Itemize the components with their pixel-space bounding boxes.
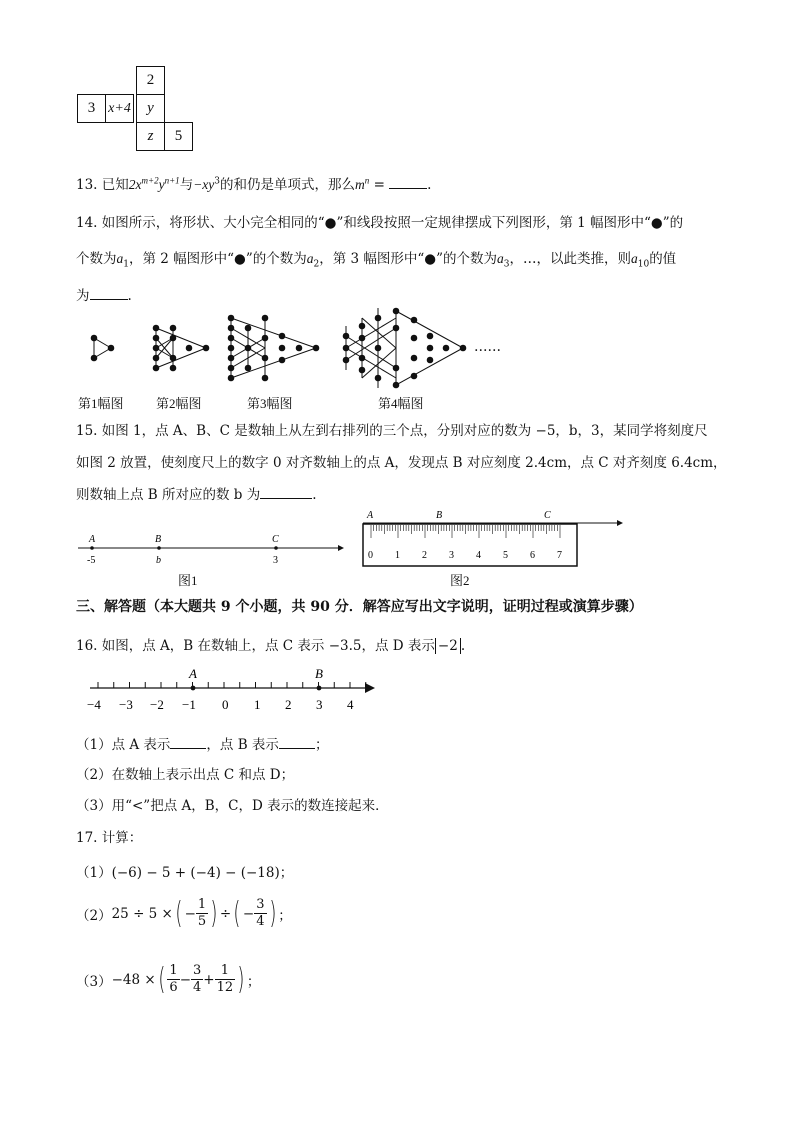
q15-figure-1 — [76, 530, 346, 570]
q16-sub1 — [76, 733, 328, 753]
ruler-num-2: 2 — [422, 550, 427, 561]
q16-sub1-text-a: （1）点 A 表示 — [76, 737, 171, 753]
fig2-label-b: B — [436, 510, 443, 521]
q13-exp2: n+1 — [164, 175, 180, 186]
q16-abs-value: −2 — [435, 638, 461, 654]
net-cell-left: 3 — [77, 94, 106, 123]
q17-sub3-f3-num: 1 — [215, 963, 236, 980]
ruler-num-7: 7 — [557, 550, 562, 561]
q14-figure-2 — [153, 325, 209, 371]
q17-sub2-minus-1: − — [184, 905, 196, 922]
q14-caption-1: 第1幅图 — [78, 396, 124, 411]
ruler-num-1: 1 — [395, 550, 400, 561]
q17-sub3-f2-num: 3 — [193, 963, 202, 978]
q13-exp3: 3 — [214, 176, 221, 187]
q17-sub2-label: （2） — [76, 907, 112, 924]
q14-a3: a — [497, 251, 504, 266]
q17-sub3-paren-close: ) — [237, 961, 245, 997]
q13-ask-base: m — [355, 177, 365, 192]
q16-axis-n4: −4 — [87, 697, 101, 712]
net-cell-x4: x+4 — [105, 94, 134, 123]
fig1-label-a: A — [89, 534, 96, 545]
q13-text: 已知 — [101, 177, 129, 193]
q16-line1 — [76, 634, 465, 654]
q15-answer-blank[interactable] — [260, 486, 312, 499]
q14-answer-blank[interactable] — [90, 287, 128, 300]
q16-sub1-end: ； — [314, 737, 329, 753]
q14-a10: a — [630, 251, 638, 266]
q13-text-with: 与 — [179, 177, 194, 193]
q17-sub3-fraction-2 — [191, 963, 203, 996]
q14-a2-sub: 2 — [313, 259, 320, 270]
q14-a1: a — [116, 251, 124, 266]
q17-sub3 — [76, 963, 260, 996]
q17-sub2 — [76, 897, 292, 930]
q16-sub2: （2）在数轴上表示出点 C 和点 D； — [76, 767, 295, 783]
q15-end: . — [312, 487, 317, 503]
q16-axis-n2: −2 — [150, 697, 164, 712]
q13-ask-exp: n — [364, 175, 370, 186]
q17-sub2-f2-den: 4 — [256, 914, 265, 929]
q17-sub3-text: −48 × — [111, 971, 156, 988]
fig1-label-b: B — [155, 534, 162, 545]
q15-line2: 如图 2 放置，使刻度尺上的数字 0 对齐数轴上的点 A，发现点 B 对应刻度 2.4cm，点 C 对齐刻度 6.4cm， — [76, 455, 727, 471]
q14-a1-sub: 1 — [123, 259, 129, 270]
q15-line3 — [76, 483, 317, 503]
q15-line1: 15. 如图 1，点 A、B、C 是数轴上从左到右排列的三个点，分别对应的数为 −5，b，3，某同学将刻度尺 — [76, 423, 708, 439]
q16-axis-1: 1 — [254, 697, 261, 712]
fig1-value-b: b — [156, 555, 161, 566]
q17-title: 17. 计算： — [76, 830, 143, 846]
q17-sub3-label: （3） — [76, 973, 112, 990]
q17-sub2-fraction-2 — [254, 897, 266, 930]
q17-sub2-f2-num: 3 — [256, 897, 265, 912]
q17-sub2-fraction-1 — [196, 897, 208, 930]
q16-axis-n3: −3 — [119, 697, 133, 712]
fig2-label-a: A — [367, 510, 374, 521]
q17-sub1-expr: (−6) − 5 + (−4) − (−18)； — [111, 865, 294, 881]
net-cell-top: 2 — [136, 66, 165, 95]
ruler-num-3: 3 — [449, 550, 454, 561]
q14-a10-sub: 10 — [637, 259, 650, 270]
q15-text: 则数轴上点 B 所对应的数 b 为 — [76, 487, 261, 503]
q14-line1: 14. 如图所示，将形状、大小完全相同的“●”和线段按照一定规律摆成下列图形，第 1 幅图形中“●”的 — [76, 215, 684, 231]
q13-eq: = — [373, 177, 385, 193]
ruler-num-0: 0 — [368, 550, 373, 561]
section-3-heading: 三、解答题（本大题共 9 个小题，共 90 分．解答应写出文字说明，证明过程或演算步骤） — [76, 599, 643, 615]
q17-sub2-minus-2: − — [242, 905, 255, 922]
q17-sub3-plus: + — [203, 971, 215, 988]
q16-label-a: A — [189, 666, 197, 681]
q17-sub3-f1-num: 1 — [169, 963, 178, 978]
q16-answer-a-blank[interactable] — [170, 736, 206, 749]
q17-sub3-minus: − — [179, 971, 191, 988]
q13-number: 13. — [76, 177, 98, 193]
q17-sub2-end: ； — [278, 907, 292, 924]
q16-axis-4: 4 — [347, 697, 354, 712]
q15-caption-1: 图1 — [178, 573, 198, 588]
q17-sub1-label: （1） — [76, 865, 112, 881]
q16-sub1-text-b: ，点 B 表示 — [206, 737, 279, 753]
q14-figure-4 — [343, 308, 466, 388]
q16-axis-0: 0 — [222, 697, 229, 712]
q17-sub2-div: ÷ — [219, 905, 232, 922]
q13-base2: y — [158, 177, 165, 192]
q14-line2 — [76, 247, 676, 270]
fig2-label-c: C — [544, 510, 551, 521]
q14-caption-4: 第4幅图 — [378, 396, 424, 411]
question-13 — [76, 173, 431, 193]
q16-point-b — [317, 686, 322, 691]
q17-sub3-end: ； — [246, 973, 261, 990]
q14-text-f: 为 — [76, 288, 90, 304]
q14-figure-1 — [91, 335, 114, 361]
q14-text-c: ，第 3 幅图形中“●”的个数为 — [319, 251, 497, 267]
fig1-label-c: C — [272, 534, 279, 545]
net-cell-y: y — [136, 94, 165, 123]
q14-end: . — [127, 288, 132, 304]
q17-sub2-f1-den: 5 — [197, 914, 207, 929]
q17-sub2-paren-close-2: ) — [268, 895, 276, 931]
q14-text-d: ，…，以此类推，则 — [509, 251, 631, 267]
q13-answer-blank[interactable] — [389, 176, 427, 189]
q16-axis-2: 2 — [285, 697, 292, 712]
q16-answer-b-blank[interactable] — [279, 736, 315, 749]
q15-figure-2 — [355, 506, 630, 568]
q14-figure-3 — [228, 315, 319, 381]
q16-text: 16. 如图，点 A，B 在数轴上，点 C 表示 −3.5，点 D 表示 — [76, 638, 435, 654]
q14-caption-3: 第3幅图 — [247, 396, 293, 411]
q14-text-b: ，第 2 幅图形中“●”的个数为 — [128, 251, 307, 267]
q14-text-a: 个数为 — [76, 251, 117, 267]
q14-dot-figures — [76, 306, 516, 396]
net-cell-bottom-right: 5 — [164, 122, 193, 151]
q16-sub3: （3）用“<”把点 A，B，C，D 表示的数连接起来． — [76, 798, 389, 814]
q17-sub3-fraction-1 — [167, 963, 179, 996]
q14-a2: a — [306, 251, 314, 266]
q16-point-a — [191, 686, 196, 691]
q16-axis-3: 3 — [316, 697, 323, 712]
q16-number-line — [82, 664, 382, 714]
net-cell-z: z — [136, 122, 165, 151]
q17-sub3-f3-den: 12 — [216, 980, 234, 995]
q17-sub3-f1-den: 6 — [169, 980, 178, 995]
q14-text-e: 的值 — [649, 251, 677, 267]
ruler-num-6: 6 — [530, 550, 535, 561]
q17-sub2-text: 25 ÷ 5 × — [111, 905, 173, 922]
q13-exp1: m+2 — [141, 175, 159, 186]
q17-sub2-f1-num: 1 — [197, 897, 207, 912]
q17-sub2-paren-close-1: ) — [210, 895, 218, 931]
q13-text-after: 的和仍是单项式，那么 — [220, 177, 356, 193]
q13-end: . — [427, 177, 432, 193]
ruler-num-5: 5 — [503, 550, 508, 561]
q16-axis-n1: −1 — [182, 697, 196, 712]
fig1-value-a: -5 — [87, 555, 96, 566]
q15-caption-2: 图2 — [450, 573, 470, 588]
q17-sub3-fraction-3 — [215, 963, 236, 996]
q17-sub2-paren-open-2: ( — [233, 895, 241, 931]
q13-term2: −xy — [193, 177, 215, 192]
q16-label-b: B — [315, 666, 323, 681]
ruler-num-4: 4 — [476, 550, 481, 561]
q16-end: . — [460, 638, 466, 654]
q14-ellipsis: …… — [474, 339, 501, 355]
q14-a3-sub: 3 — [503, 259, 510, 270]
fig1-value-c: 3 — [273, 555, 278, 566]
q17-sub2-paren-open-1: ( — [175, 895, 183, 931]
q14-line3 — [76, 284, 132, 304]
q17-sub3-paren-open: ( — [158, 961, 166, 997]
q17-sub1 — [76, 861, 293, 881]
q17-sub3-f2-den: 4 — [193, 980, 202, 995]
q13-term1: 2x — [128, 177, 142, 192]
q14-caption-2: 第2幅图 — [156, 396, 202, 411]
